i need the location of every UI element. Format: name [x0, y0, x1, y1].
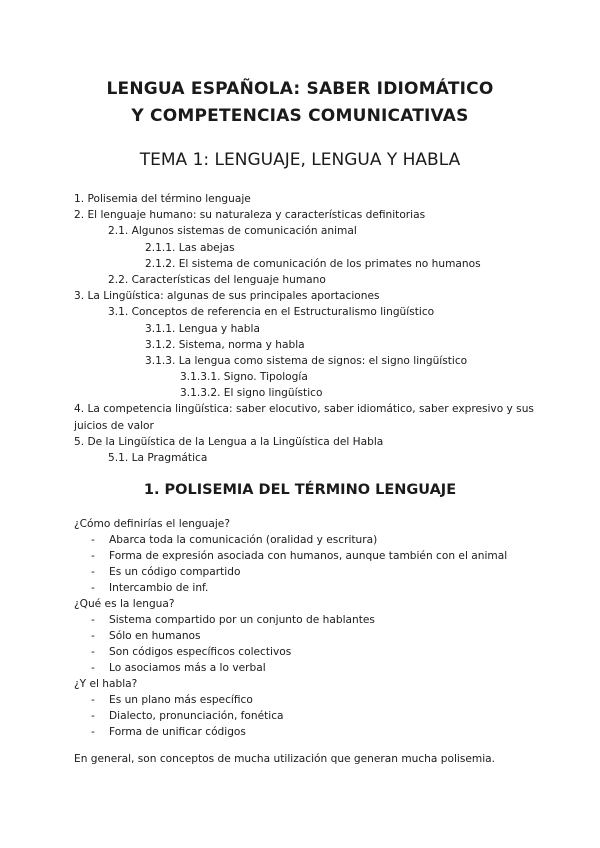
toc-item: 3. La Lingüística: algunas de sus principales aportaciones — [74, 290, 380, 303]
bullet-text: Es un código compartido — [109, 566, 241, 578]
bullet-item — [74, 644, 534, 660]
question: ¿Qué es la lengua? — [74, 598, 175, 610]
section-body — [74, 516, 534, 740]
bullet-item — [74, 692, 534, 708]
bullet-item — [74, 548, 534, 564]
bullet-item — [74, 660, 534, 676]
bullet-item — [74, 628, 534, 644]
toc-item: 5. De la Lingüística de la Lengua a la Lingüística del Habla — [74, 435, 384, 448]
bullet-text: Forma de unificar códigos — [109, 726, 246, 738]
bullet-item — [74, 708, 534, 724]
toc-item: 2.1. Algunos sistemas de comunicación animal — [108, 225, 357, 238]
dash-bullet: - — [91, 582, 95, 594]
document-title — [40, 76, 560, 130]
bullet-item — [74, 580, 534, 596]
dash-bullet: - — [91, 614, 95, 626]
dash-bullet: - — [91, 694, 95, 706]
dash-bullet: - — [91, 550, 95, 562]
question: ¿Cómo definirías el lenguaje? — [74, 518, 230, 530]
toc-item: 3.1. Conceptos de referencia en el Estructuralismo lingüístico — [108, 306, 435, 319]
toc-item: 2.2. Características del lenguaje humano — [108, 273, 326, 286]
dash-bullet: - — [91, 630, 95, 642]
toc-item: 2.1.2. El sistema de comunicación de los primates no humanos — [145, 257, 481, 270]
toc-item: 2.1.1. Las abejas — [145, 241, 235, 254]
toc-item: 3.1.3.2. El signo lingüístico — [180, 387, 323, 400]
toc-item: 3.1.3. La lengua como sistema de signos: el signo lingüístico — [145, 354, 468, 367]
section-heading: 1. POLISEMIA DEL TÉRMINO LENGUAJE — [143, 482, 457, 498]
toc-item: 2. El lenguaje humano: su naturaleza y características definitorias — [74, 209, 426, 222]
bullet-text: Intercambio de inf. — [109, 582, 209, 594]
toc-item: 5.1. La Pragmática — [108, 452, 208, 465]
title-line-1: LENGUA ESPAÑOLA: SABER IDIOMÁTICO — [106, 79, 494, 99]
toc-item: 1. Polisemia del término lenguaje — [74, 193, 251, 205]
toc-item: 3.1.1. Lengua y habla — [145, 322, 260, 335]
bullet-text: Lo asociamos más a lo verbal — [109, 662, 266, 674]
title-line-2: Y COMPETENCIAS COMUNICATIVAS — [131, 106, 469, 126]
table-of-contents — [74, 191, 534, 466]
question: ¿Y el habla? — [74, 678, 138, 690]
dash-bullet: - — [91, 566, 95, 578]
bullet-text: Forma de expresión asociada con humanos, aunque también con el animal — [109, 550, 508, 562]
bullet-text: Abarca toda la comunicación (oralidad y escritura) — [109, 534, 378, 546]
topic-subtitle: TEMA 1: LENGUAJE, LENGUA Y HABLA — [139, 150, 461, 170]
toc-item: 3.1.3.1. Signo. Tipología — [180, 371, 308, 384]
bullet-text: Sólo en humanos — [109, 630, 201, 642]
dash-bullet: - — [91, 662, 95, 674]
dash-bullet: - — [91, 710, 95, 722]
bullet-item — [74, 532, 534, 548]
bullet-text: Sistema compartido por un conjunto de hablantes — [109, 614, 375, 626]
bullet-text: Dialecto, pronunciación, fonética — [109, 710, 284, 722]
bullet-text: Es un plano más específico — [109, 694, 253, 706]
bullet-text: Son códigos específicos colectivos — [109, 646, 292, 658]
dash-bullet: - — [91, 726, 95, 738]
bullet-item — [74, 564, 534, 580]
bullet-item — [74, 724, 534, 740]
dash-bullet: - — [91, 534, 95, 546]
conclusion-paragraph: En general, son conceptos de mucha utilización que generan mucha polisemia. — [74, 753, 495, 765]
dash-bullet: - — [91, 646, 95, 658]
bullet-item — [74, 612, 534, 628]
toc-item: 3.1.2. Sistema, norma y habla — [145, 338, 305, 351]
toc-item: 4. La competencia lingüística: saber elocutivo, saber idiomático, saber expresivo y sus juicios de valor — [74, 403, 534, 432]
